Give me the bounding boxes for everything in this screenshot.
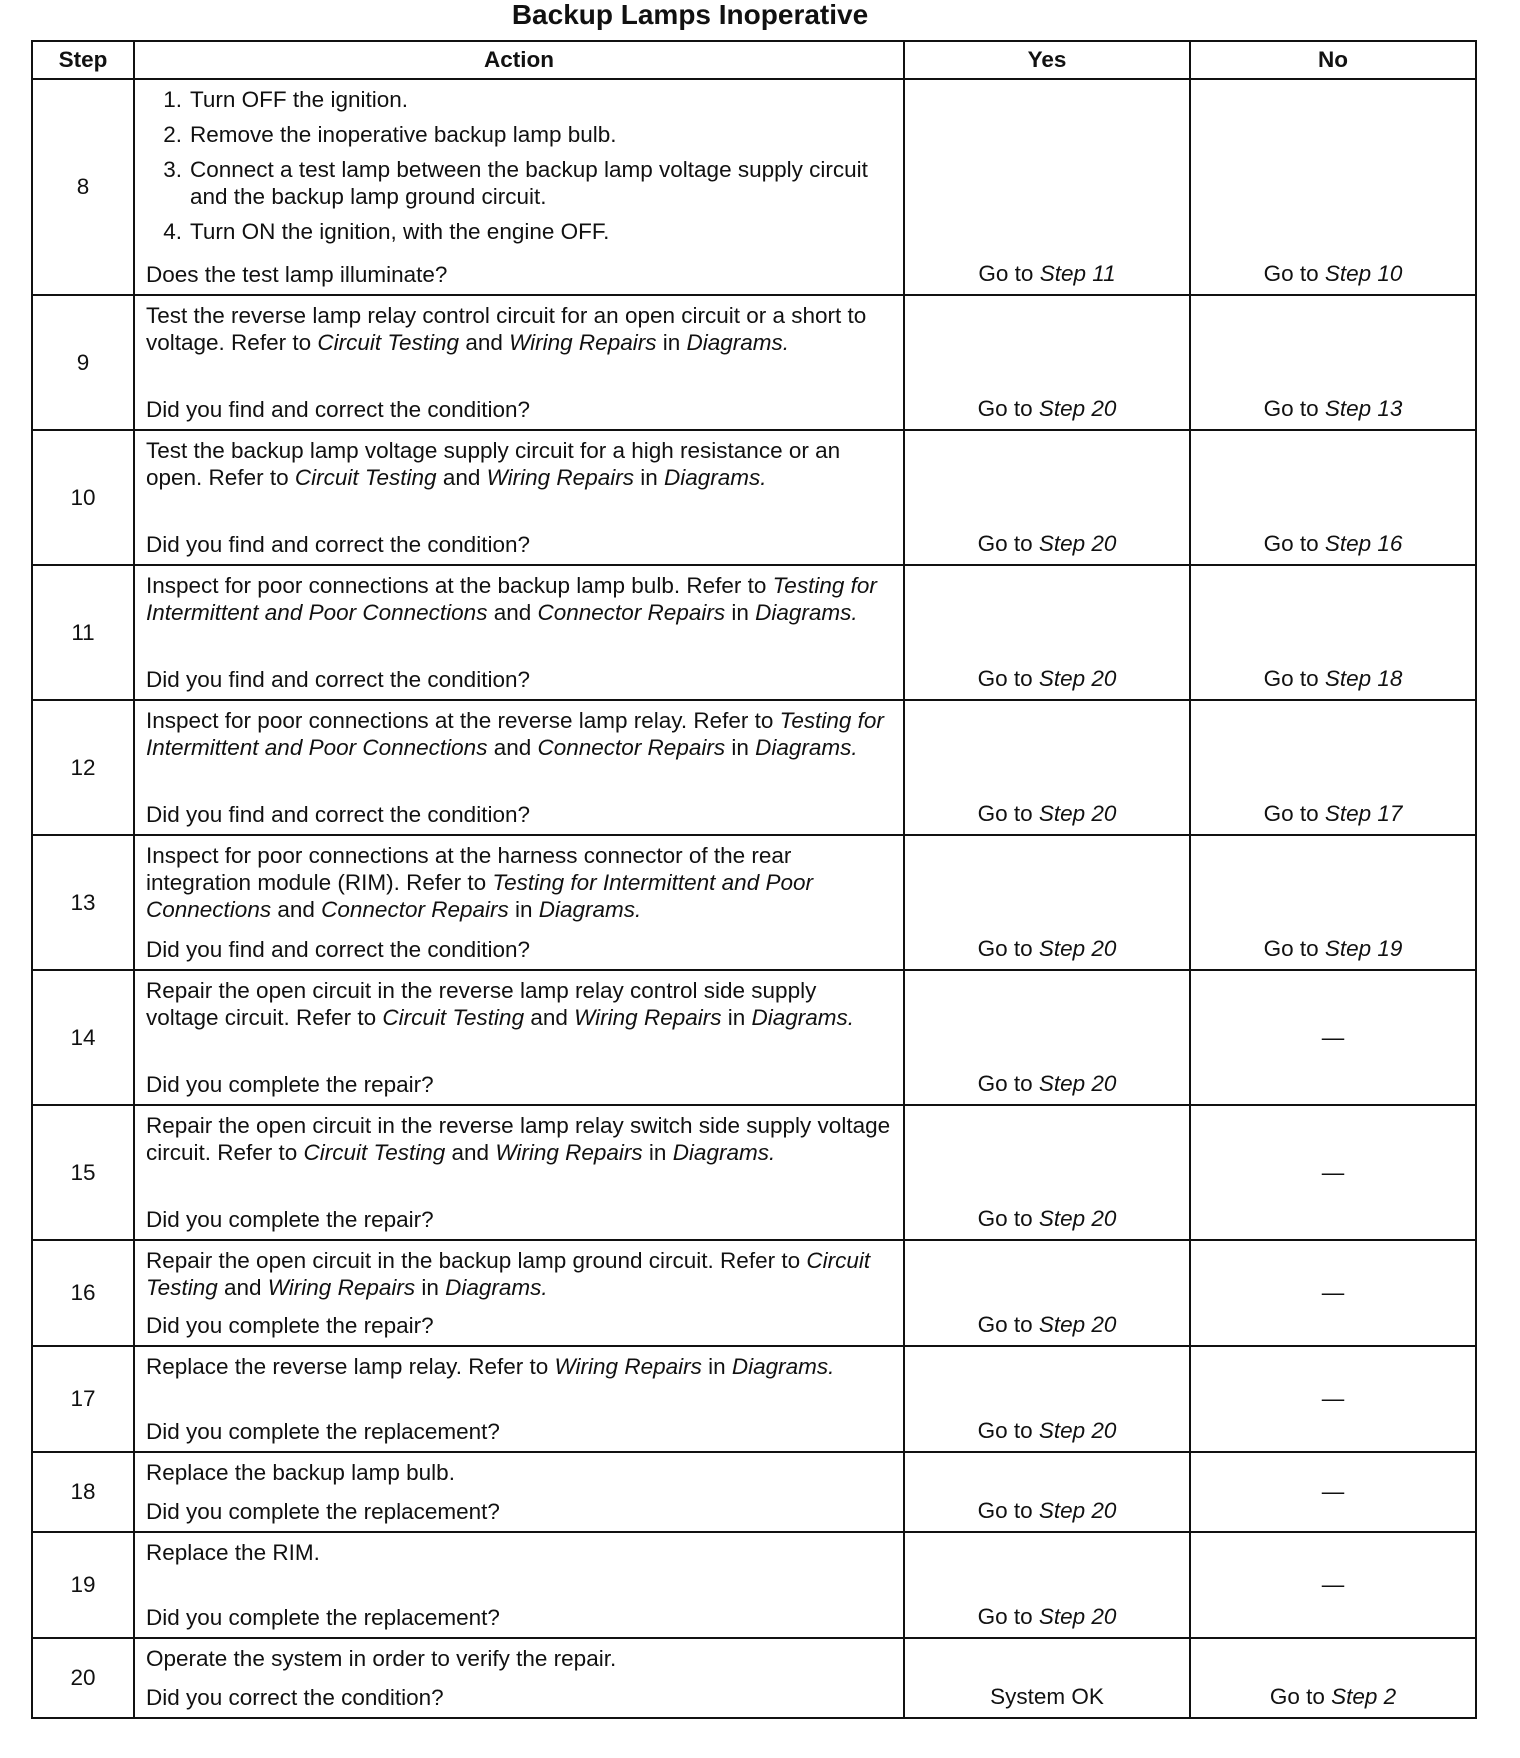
goto-step-link[interactable]: Step 20 (1038, 1312, 1117, 1337)
goto-prefix: Go to (977, 1418, 1033, 1443)
no-dash: — (1321, 1479, 1345, 1504)
action-text-segment: in (508, 897, 539, 922)
no-result (1190, 1105, 1476, 1240)
table-row (32, 1105, 1476, 1240)
action-text-segment: in (642, 1140, 673, 1165)
instruction-text: Remove the inoperative backup lamp bulb. (190, 122, 617, 147)
goto-step-link[interactable]: Step 20 (1038, 1206, 1117, 1231)
action-text (146, 842, 895, 923)
table-row (32, 1346, 1476, 1452)
reference-text: Wiring Repairs (554, 1354, 702, 1379)
yes-result (904, 970, 1190, 1105)
table-row (32, 970, 1476, 1105)
goto-prefix: Go to (978, 261, 1034, 286)
goto-prefix: Go to (1263, 261, 1319, 286)
action-cell (134, 835, 904, 970)
action-cell (134, 1532, 904, 1638)
reference-text: Diagrams. (445, 1275, 548, 1300)
action-cell (134, 1638, 904, 1718)
goto-step-link[interactable]: Step 2 (1331, 1684, 1397, 1709)
action-text-segment: Repair the open circuit in the backup lamp ground circuit. Refer to (146, 1248, 807, 1273)
yes-result (904, 1638, 1190, 1718)
instruction-number: 3. (163, 157, 182, 182)
action-text (146, 1645, 895, 1672)
goto-step-link[interactable]: Step 20 (1038, 936, 1117, 961)
question-text: Did you find and correct the condition? (146, 802, 530, 827)
no-result (1190, 970, 1476, 1105)
goto-step-link[interactable]: Step 18 (1324, 666, 1403, 691)
no-result (1190, 430, 1476, 565)
action-text-segment: Repair the open circuit in the reverse lamp relay switch side supply voltage circuit. Refer to (146, 1113, 891, 1165)
reference-text: Diagrams. (538, 897, 642, 922)
yes-result (904, 1105, 1190, 1240)
question-text: Did you complete the repair? (146, 1207, 434, 1232)
action-text-segment: in (656, 330, 687, 355)
instruction-number: 2. (163, 122, 182, 147)
reference-text: Testing for Intermittent and Poor Connections (146, 708, 884, 760)
step-number: 13 (32, 835, 134, 970)
reference-text: Wiring Repairs (267, 1275, 416, 1300)
no-dash: — (1321, 1024, 1345, 1050)
step-number: 10 (32, 430, 134, 565)
action-text-segment: Inspect for poor connections at the harness connector of the rear integration module (RIM). Refer to (146, 843, 792, 895)
goto-prefix: Go to (977, 1604, 1033, 1629)
no-result (1190, 1346, 1476, 1452)
action-text-segment: Replace the reverse lamp relay. Refer to (146, 1354, 555, 1379)
reference-text: Circuit Testing (303, 1140, 446, 1165)
step-number: 18 (32, 1452, 134, 1532)
header-yes: Yes (904, 41, 1190, 79)
goto-prefix: Go to (977, 1498, 1033, 1523)
question-text: Did you complete the replacement? (146, 1605, 500, 1630)
action-text (146, 437, 895, 491)
no-result (1190, 1240, 1476, 1346)
action-cell (134, 1346, 904, 1452)
action-text-segment: in (725, 735, 756, 760)
header-action: Action (134, 41, 904, 79)
no-result (1190, 1532, 1476, 1638)
step-number: 15 (32, 1105, 134, 1240)
goto-prefix: Go to (977, 801, 1033, 826)
action-text-segment: and (271, 897, 322, 922)
reference-text: Diagrams. (731, 1354, 835, 1379)
no-dash: — (1321, 1386, 1345, 1411)
action-text (146, 1459, 895, 1486)
no-result (1190, 835, 1476, 970)
reference-text: Wiring Repairs (509, 330, 657, 355)
reference-text: Diagrams. (672, 1140, 776, 1165)
reference-text: Diagrams. (663, 465, 767, 490)
action-text-segment: Inspect for poor connections at the reverse lamp relay. Refer to (146, 708, 780, 733)
instruction-list (146, 86, 895, 245)
table-row (32, 1240, 1476, 1346)
goto-step-link[interactable]: Step 17 (1324, 801, 1403, 826)
action-text-segment: and (524, 1005, 575, 1030)
step-number: 16 (32, 1240, 134, 1346)
question-text: Did you find and correct the condition? (146, 532, 530, 557)
action-text-segment: in (725, 600, 756, 625)
action-text-segment: and (217, 1275, 268, 1300)
goto-step-link[interactable]: Step 20 (1038, 531, 1117, 556)
header-row (32, 41, 1476, 79)
goto-step-link[interactable]: Step 16 (1324, 531, 1403, 556)
reference-text: Diagrams. (751, 1005, 855, 1030)
goto-prefix: Go to (1263, 936, 1319, 961)
reference-text: Circuit Testing (294, 465, 437, 490)
action-text-segment: Test the reverse lamp relay control circuit for an open circuit or a short to voltage. Refer to (146, 303, 867, 355)
goto-step-link[interactable]: Step 10 (1324, 261, 1403, 286)
goto-step-link[interactable]: Step 20 (1038, 1604, 1117, 1629)
reference-text: Circuit Testing (382, 1005, 525, 1030)
table-row (32, 79, 1476, 295)
action-text-segment: and (445, 1140, 496, 1165)
goto-prefix: Go to (1263, 531, 1319, 556)
yes-result (904, 79, 1190, 295)
goto-step-link[interactable]: Step 20 (1038, 1071, 1117, 1096)
action-text-segment: in (415, 1275, 446, 1300)
action-cell (134, 1452, 904, 1532)
action-cell (134, 295, 904, 430)
instruction-text: Turn OFF the ignition. (190, 87, 409, 112)
action-text (146, 1539, 895, 1566)
action-cell (134, 700, 904, 835)
yes-result (904, 1240, 1190, 1346)
action-text-segment: Repair the open circuit in the reverse lamp relay control side supply voltage circuit. Refer to (146, 978, 817, 1030)
action-text-segment: Operate the system in order to verify the repair. (146, 1646, 617, 1671)
question-text: Did you find and correct the condition? (146, 937, 530, 962)
action-text-segment: in (721, 1005, 752, 1030)
diagnostic-table (31, 40, 1477, 1719)
goto-prefix: Go to (977, 666, 1033, 691)
header-no: No (1190, 41, 1476, 79)
goto-step-link[interactable]: Step 19 (1324, 936, 1403, 961)
reference-text: Testing for Intermittent and Poor Connections (146, 870, 813, 922)
goto-step-link[interactable]: Step 13 (1324, 396, 1403, 421)
step-number: 17 (32, 1346, 134, 1452)
reference-text: Circuit Testing (317, 330, 460, 355)
action-text (146, 572, 895, 626)
no-dash: — (1321, 1572, 1345, 1597)
step-number: 11 (32, 565, 134, 700)
question-text: Did you complete the repair? (146, 1072, 434, 1097)
action-text-segment: in (633, 465, 664, 490)
instruction-text: Turn ON the ignition, with the engine OFF. (190, 219, 610, 244)
goto-prefix: Go to (1263, 396, 1319, 421)
yes-result (904, 565, 1190, 700)
instruction-number: 1. (163, 87, 182, 112)
no-result (1190, 295, 1476, 430)
step-number: 20 (32, 1638, 134, 1718)
header-step: Step (32, 41, 134, 79)
action-text-segment: and (459, 330, 510, 355)
step-number: 9 (32, 295, 134, 430)
no-result (1190, 700, 1476, 835)
instruction-item (146, 218, 895, 245)
table-row (32, 1452, 1476, 1532)
reference-text: Circuit Testing (146, 1248, 871, 1300)
reference-text: Testing for Intermittent and Poor Connections (146, 573, 877, 625)
no-result (1190, 1452, 1476, 1532)
step-number: 8 (32, 79, 134, 295)
goto-step-link[interactable]: Step 20 (1038, 1418, 1117, 1443)
table-row (32, 430, 1476, 565)
goto-step-link[interactable]: Step 20 (1038, 666, 1117, 691)
action-text-segment: and (487, 735, 538, 760)
question-text: Did you complete the replacement? (146, 1419, 500, 1444)
goto-prefix: Go to (977, 531, 1033, 556)
table-row (32, 1638, 1476, 1718)
no-dash: — (1321, 1159, 1345, 1185)
no-dash: — (1321, 1280, 1345, 1305)
reference-text: Connector Repairs (321, 897, 509, 922)
action-text (146, 1112, 895, 1166)
goto-prefix: Go to (1263, 801, 1319, 826)
action-text-segment: in (701, 1354, 732, 1379)
question-text: Does the test lamp illuminate? (146, 262, 448, 287)
action-cell (134, 1105, 904, 1240)
step-number: 19 (32, 1532, 134, 1638)
reference-text: Connector Repairs (537, 735, 726, 760)
goto-prefix: Go to (977, 1206, 1033, 1231)
yes-result (904, 1346, 1190, 1452)
question-text: Did you complete the repair? (146, 1313, 434, 1338)
table-row (32, 565, 1476, 700)
action-text (146, 1353, 895, 1380)
step-number: 12 (32, 700, 134, 835)
table-row (32, 835, 1476, 970)
yes-text: System OK (990, 1684, 1104, 1709)
reference-text: Wiring Repairs (486, 465, 634, 490)
goto-step-link[interactable]: Step 20 (1038, 801, 1117, 826)
question-text: Did you correct the condition? (146, 1685, 444, 1710)
yes-result (904, 835, 1190, 970)
reference-text: Wiring Repairs (574, 1005, 722, 1030)
question-text: Did you find and correct the condition? (146, 667, 530, 692)
goto-prefix: Go to (977, 396, 1033, 421)
action-text-segment: and (487, 600, 538, 625)
reference-text: Diagrams. (755, 600, 858, 625)
reference-text: Connector Repairs (537, 600, 726, 625)
instruction-item (146, 86, 895, 113)
action-cell (134, 565, 904, 700)
question-text: Did you find and correct the condition? (146, 397, 530, 422)
action-cell (134, 79, 904, 295)
page-title: Backup Lamps Inoperative (511, 0, 869, 30)
instruction-number: 4. (163, 219, 182, 244)
step-number: 14 (32, 970, 134, 1105)
reference-text: Wiring Repairs (495, 1140, 643, 1165)
instruction-text: Connect a test lamp between the backup lamp voltage supply circuit and the backup lamp ground circuit. (190, 157, 868, 209)
goto-step-link[interactable]: Step 11 (1039, 261, 1116, 286)
instruction-item (146, 156, 895, 210)
yes-result (904, 1452, 1190, 1532)
action-text-segment: Inspect for poor connections at the backup lamp bulb. Refer to (146, 573, 773, 598)
yes-result (904, 700, 1190, 835)
yes-result (904, 295, 1190, 430)
goto-prefix: Go to (977, 936, 1033, 961)
action-text-segment: Test the backup lamp voltage supply circuit for a high resistance or an open. Refer to (146, 438, 841, 490)
action-text (146, 707, 895, 761)
reference-text: Diagrams. (755, 735, 858, 760)
table-row (32, 700, 1476, 835)
yes-result (904, 1532, 1190, 1638)
reference-text: Diagrams. (686, 330, 790, 355)
goto-step-link[interactable]: Step 20 (1038, 396, 1117, 421)
yes-result (904, 430, 1190, 565)
action-text-segment: and (436, 465, 487, 490)
action-text-segment: Replace the RIM. (146, 1540, 320, 1565)
action-cell (134, 1240, 904, 1346)
action-cell (134, 970, 904, 1105)
instruction-item (146, 121, 895, 148)
no-result (1190, 79, 1476, 295)
table-row (32, 295, 1476, 430)
goto-prefix: Go to (977, 1312, 1033, 1337)
no-result (1190, 1638, 1476, 1718)
question-text: Did you complete the replacement? (146, 1499, 500, 1524)
action-text (146, 977, 895, 1031)
action-cell (134, 430, 904, 565)
goto-prefix: Go to (1263, 666, 1319, 691)
action-text-segment: Replace the backup lamp bulb. (146, 1460, 455, 1485)
goto-prefix: Go to (977, 1071, 1033, 1096)
action-text (146, 1247, 895, 1301)
goto-prefix: Go to (1269, 1684, 1325, 1709)
no-result (1190, 565, 1476, 700)
action-text (146, 302, 895, 356)
goto-step-link[interactable]: Step 20 (1038, 1498, 1117, 1523)
table-row (32, 1532, 1476, 1638)
